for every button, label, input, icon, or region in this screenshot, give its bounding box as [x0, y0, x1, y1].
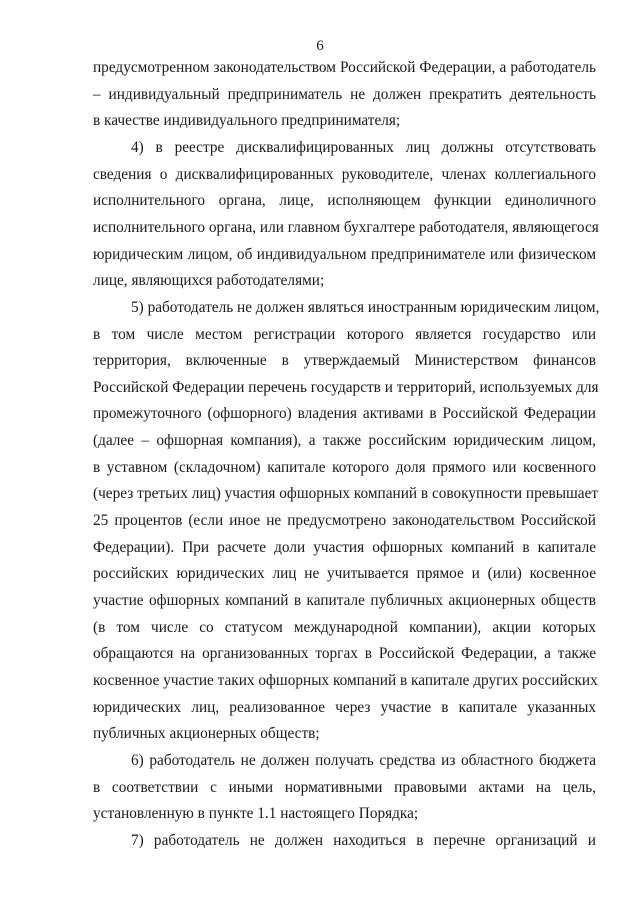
text-line: юридическим лицом, об индивидуальном предпринимателе или физическом: [93, 245, 596, 263]
text-line: (в том числе со статусом международной компании), акции которых: [93, 618, 596, 636]
text-line: юридических лиц, реализованное через участие в капитале указанных: [93, 698, 596, 716]
text-line: территория, включенные в утверждаемый Министерством финансов: [93, 352, 596, 370]
text-line: исполнительного органа, или главном бухгалтере работодателя, являющегося: [93, 218, 599, 236]
text-line: Федерации). При расчете доли участия офшорных компаний в капитале: [93, 538, 596, 556]
text-line: в качестве индивидуального предпринимателя;: [93, 112, 401, 130]
text-line: исполнительного органа, лице, исполняющем функции единоличного: [93, 192, 596, 210]
text-line: обращаются на организованных торгах в Российской Федерации, а также: [93, 645, 596, 663]
text-line: публичных акционерных обществ;: [93, 725, 320, 743]
text-line: – индивидуальный предприниматель не должен прекратить деятельность: [93, 85, 596, 103]
paragraph-first-line: 4) в реестре дисквалифицированных лиц должны отсутствовать: [131, 138, 596, 156]
text-line: в уставном (складочном) капитале которого доля прямого или косвенного: [93, 458, 596, 476]
text-line: (через третьих лиц) участия офшорных компаний в совокупности превышает: [93, 485, 599, 503]
text-line: лице, являющихся работодателями;: [93, 272, 325, 290]
paragraph-first-line: 7) работодатель не должен находиться в перечне организаций и: [131, 831, 596, 849]
text-line: российских юридических лиц не учитывается прямое и (или) косвенное: [93, 565, 596, 583]
paragraph-first-line: 5) работодатель не должен являться иностранным юридическим лицом,: [131, 298, 600, 316]
paragraph-first-line: 6) работодатель не должен получать средства из областного бюджета: [131, 751, 596, 769]
text-line: промежуточного (офшорного) владения активами в Российской Федерации: [93, 405, 596, 423]
text-line: (далее – офшорная компания), а также российским юридическим лицом,: [93, 432, 596, 450]
text-line: участие офшорных компаний в капитале публичных акционерных обществ: [93, 592, 596, 609]
text-line: сведения о дисквалифицированных руководителе, членах коллегиального: [93, 165, 596, 183]
text-line: косвенное участие таких офшорных компаний в капитале других российских: [93, 671, 598, 689]
text-line: 25 процентов (если иное не предусмотрено законодательством Российской: [93, 512, 596, 529]
text-line: Российской Федерации перечень государств и территорий, используемых для: [93, 378, 599, 396]
page-number: 6: [316, 38, 324, 54]
text-line: в том числе местом регистрации которого является государство или: [93, 325, 596, 343]
text-line: предусмотренном законодательством Российской Федерации, а работодатель: [93, 59, 596, 76]
text-line: установленную в пункте 1.1 настоящего Порядка;: [93, 805, 419, 823]
text-line: в соответствии с иными нормативными правовыми актами на цель,: [93, 778, 596, 796]
